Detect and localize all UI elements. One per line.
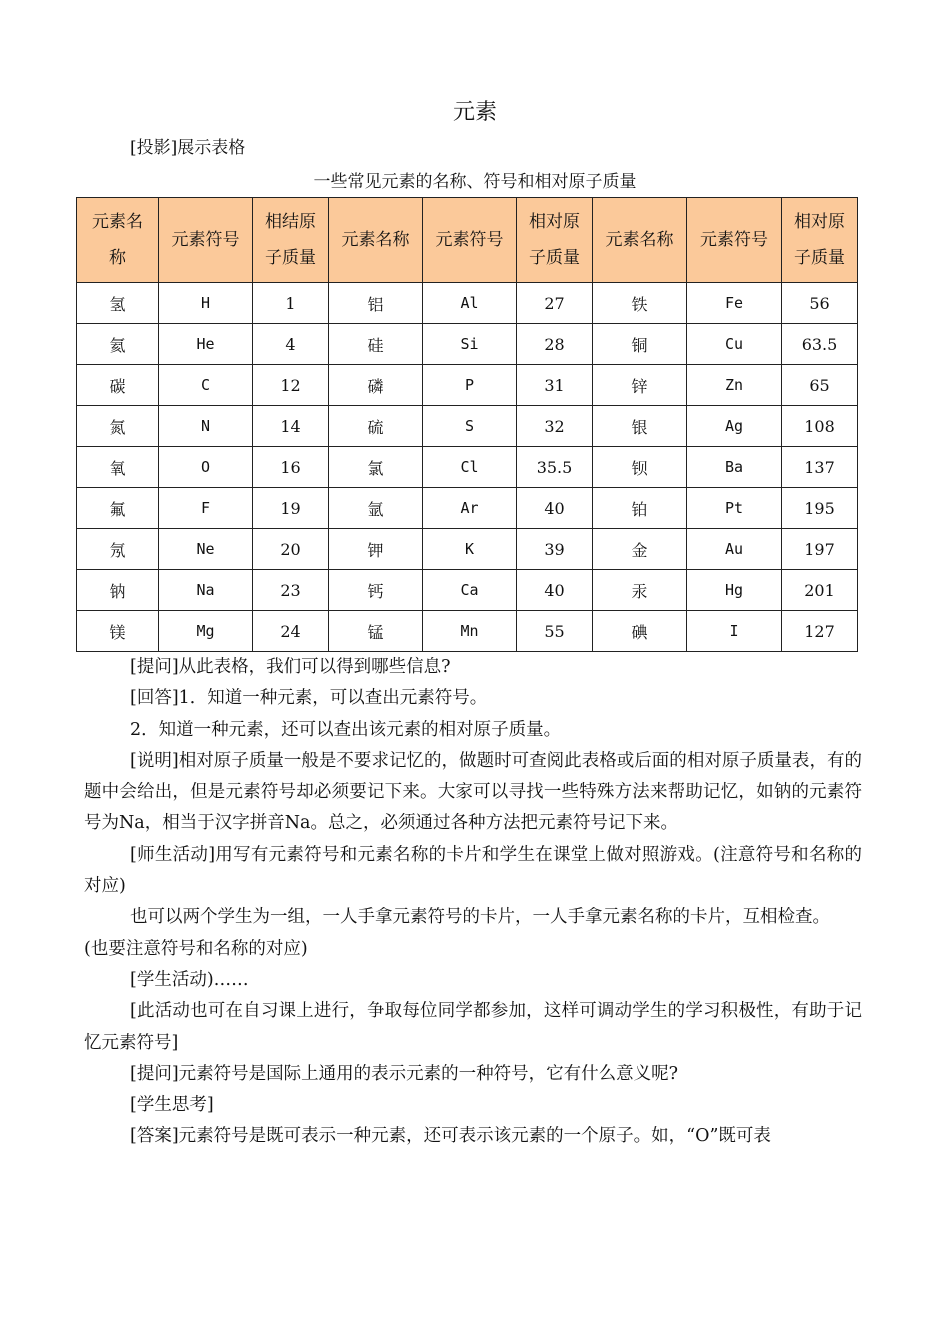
atomic-mass-cell: 127 <box>782 611 858 652</box>
atomic-mass-cell: 56 <box>782 283 858 324</box>
table-row <box>77 365 858 406</box>
element-name-cell: 铝 <box>329 283 423 324</box>
header-text-line: 相结原 <box>265 212 316 232</box>
table-row <box>77 283 858 324</box>
element-name-cell: 碳 <box>77 365 159 406</box>
atomic-mass-cell: 63.5 <box>782 324 858 365</box>
paragraph: 也可以两个学生为一组，一人手拿元素符号的卡片，一人手拿元素名称的卡片，互相检查。 <box>130 907 830 928</box>
element-symbol-cell: Pt <box>687 488 782 529</box>
paragraph: (也要注意符号和名称的对应) <box>84 938 308 959</box>
header-text-line: 子质量 <box>529 248 580 268</box>
element-symbol-cell: F <box>159 488 253 529</box>
atomic-mass-cell: 40 <box>517 570 593 611</box>
element-name-cell: 金 <box>593 529 687 570</box>
table-header-cell <box>329 198 423 283</box>
element-name-cell: 氟 <box>77 488 159 529</box>
table-row <box>77 488 858 529</box>
element-symbol-cell: S <box>423 406 517 447</box>
element-name-cell: 银 <box>593 406 687 447</box>
atomic-mass-cell: 28 <box>517 324 593 365</box>
element-name-cell: 汞 <box>593 570 687 611</box>
element-symbol-cell: Ca <box>423 570 517 611</box>
element-symbol-cell: Zn <box>687 365 782 406</box>
element-name-cell: 钾 <box>329 529 423 570</box>
atomic-mass-cell: 55 <box>517 611 593 652</box>
element-symbol-cell: Au <box>687 529 782 570</box>
table-row <box>77 406 858 447</box>
element-symbol-cell: O <box>159 447 253 488</box>
atomic-mass-cell: 32 <box>517 406 593 447</box>
element-symbol-cell: Na <box>159 570 253 611</box>
element-symbol-cell: Cl <box>423 447 517 488</box>
paragraph: [答案]元素符号是既可表示一种元素，还可表示该元素的一个原子。如，“O”既可表 <box>130 1126 771 1147</box>
element-name-cell: 硅 <box>329 324 423 365</box>
atomic-mass-cell: 23 <box>253 570 329 611</box>
header-text-line: 元素名称 <box>605 230 674 250</box>
element-name-cell: 镁 <box>77 611 159 652</box>
element-name-cell: 铂 <box>593 488 687 529</box>
element-name-cell: 锌 <box>593 365 687 406</box>
header-text-line: 元素名称 <box>341 230 410 250</box>
element-name-cell: 铁 <box>593 283 687 324</box>
element-symbol-cell: Cu <box>687 324 782 365</box>
table-header-cell <box>782 198 858 283</box>
element-symbol-cell: K <box>423 529 517 570</box>
atomic-mass-cell: 16 <box>253 447 329 488</box>
element-name-cell: 碘 <box>593 611 687 652</box>
atomic-mass-cell: 31 <box>517 365 593 406</box>
element-symbol-cell: Al <box>423 283 517 324</box>
element-name-cell: 硫 <box>329 406 423 447</box>
header-text-line: 元素符号 <box>700 230 768 250</box>
element-symbol-cell: Ag <box>687 406 782 447</box>
paragraph: [此活动也可在自习课上进行，争取每位同学都参加，这样可调动学生的学习积极性，有助于记忆元素符号] <box>84 1001 862 1053</box>
table-header-cell <box>517 198 593 283</box>
atomic-mass-cell: 20 <box>253 529 329 570</box>
paragraph: [提问]元素符号是国际上通用的表示元素的一种符号，它有什么意义呢? <box>130 1063 679 1084</box>
atomic-mass-cell: 1 <box>253 283 329 324</box>
atomic-mass-cell: 12 <box>253 365 329 406</box>
element-name-cell: 磷 <box>329 365 423 406</box>
atomic-mass-cell: 201 <box>782 570 858 611</box>
element-symbol-cell: P <box>423 365 517 406</box>
table-row <box>77 570 858 611</box>
element-name-cell: 钡 <box>593 447 687 488</box>
paragraph: 2．知道一种元素，还可以查出该元素的相对原子质量。 <box>130 719 562 740</box>
element-name-cell: 锰 <box>329 611 423 652</box>
table-header-cell <box>423 198 517 283</box>
atomic-mass-cell: 24 <box>253 611 329 652</box>
header-text-line: 子质量 <box>265 248 316 268</box>
element-symbol-cell: Mn <box>423 611 517 652</box>
atomic-mass-cell: 108 <box>782 406 858 447</box>
element-name-cell: 铜 <box>593 324 687 365</box>
table-row <box>77 447 858 488</box>
table-header-cell <box>253 198 329 283</box>
element-name-cell: 氮 <box>77 406 159 447</box>
header-text-line: 元素符号 <box>171 230 240 250</box>
element-name-cell: 氦 <box>77 324 159 365</box>
element-symbol-cell: H <box>159 283 253 324</box>
paragraph: [学生思考] <box>130 1095 214 1116</box>
header-text-line: 元素符号 <box>435 230 504 250</box>
header-text-line: 相对原 <box>794 212 845 232</box>
element-symbol-cell: Ba <box>687 447 782 488</box>
header-text-line: 子质量 <box>794 248 845 268</box>
element-symbol-cell: Fe <box>687 283 782 324</box>
atomic-mass-cell: 27 <box>517 283 593 324</box>
paragraph: [回答]1．知道一种元素，可以查出元素符号。 <box>130 688 488 709</box>
table-row <box>77 324 858 365</box>
elements-table <box>76 197 858 652</box>
element-symbol-cell: N <box>159 406 253 447</box>
element-name-cell: 氯 <box>329 447 423 488</box>
atomic-mass-cell: 195 <box>782 488 858 529</box>
table-row <box>77 529 858 570</box>
atomic-mass-cell: 137 <box>782 447 858 488</box>
element-name-cell: 钠 <box>77 570 159 611</box>
atomic-mass-cell: 19 <box>253 488 329 529</box>
atomic-mass-cell: 40 <box>517 488 593 529</box>
element-name-cell: 钙 <box>329 570 423 611</box>
table-header-cell <box>593 198 687 283</box>
atomic-mass-cell: 14 <box>253 406 329 447</box>
projection-note: [投影]展示表格 <box>130 138 246 158</box>
element-symbol-cell: Si <box>423 324 517 365</box>
atomic-mass-cell: 4 <box>253 324 329 365</box>
element-name-cell: 氢 <box>77 283 159 324</box>
paragraph: [学生活动)…… <box>130 969 249 990</box>
element-symbol-cell: Ne <box>159 529 253 570</box>
table-header-cell <box>159 198 253 283</box>
element-symbol-cell: I <box>687 611 782 652</box>
atomic-mass-cell: 197 <box>782 529 858 570</box>
element-name-cell: 氖 <box>77 529 159 570</box>
page-title: 元素 <box>452 100 497 125</box>
lesson-text <box>84 652 862 1153</box>
element-symbol-cell: Hg <box>687 570 782 611</box>
table-caption: 一些常见元素的名称、符号和相对原子质量 <box>313 172 637 192</box>
table-header-cell <box>687 198 782 283</box>
atomic-mass-cell: 65 <box>782 365 858 406</box>
element-symbol-cell: C <box>159 365 253 406</box>
header-text-line: 元素名 <box>92 212 143 232</box>
table-row <box>77 611 858 652</box>
element-symbol-cell: Ar <box>423 488 517 529</box>
table-header-cell <box>77 198 159 283</box>
paragraph: [说明]相对原子质量一般是不要求记忆的，做题时可查阅此表格或后面的相对原子质量表，有的题中会给出，但是元素符号却必须要记下来。大家可以寻找一些特殊方法来帮助记忆，如钠的元素符号为Na，相当于汉字拼音Na。总之，必须通过各种方法把元素符号记下来。 <box>84 750 862 834</box>
paragraph: [提问]从此表格，我们可以得到哪些信息? <box>130 657 451 677</box>
table-header-row <box>77 198 858 283</box>
atomic-mass-cell: 39 <box>517 529 593 570</box>
atomic-mass-cell: 35.5 <box>517 447 593 488</box>
paragraph: [师生活动]用写有元素符号和元素名称的卡片和学生在课堂上做对照游戏。(注意符号和名称的对应) <box>84 844 862 897</box>
header-text-line: 称 <box>109 248 126 268</box>
element-symbol-cell: He <box>159 324 253 365</box>
element-name-cell: 氧 <box>77 447 159 488</box>
header-text-line: 相对原 <box>529 212 580 232</box>
table-body <box>77 283 858 652</box>
element-name-cell: 氩 <box>329 488 423 529</box>
element-symbol-cell: Mg <box>159 611 253 652</box>
